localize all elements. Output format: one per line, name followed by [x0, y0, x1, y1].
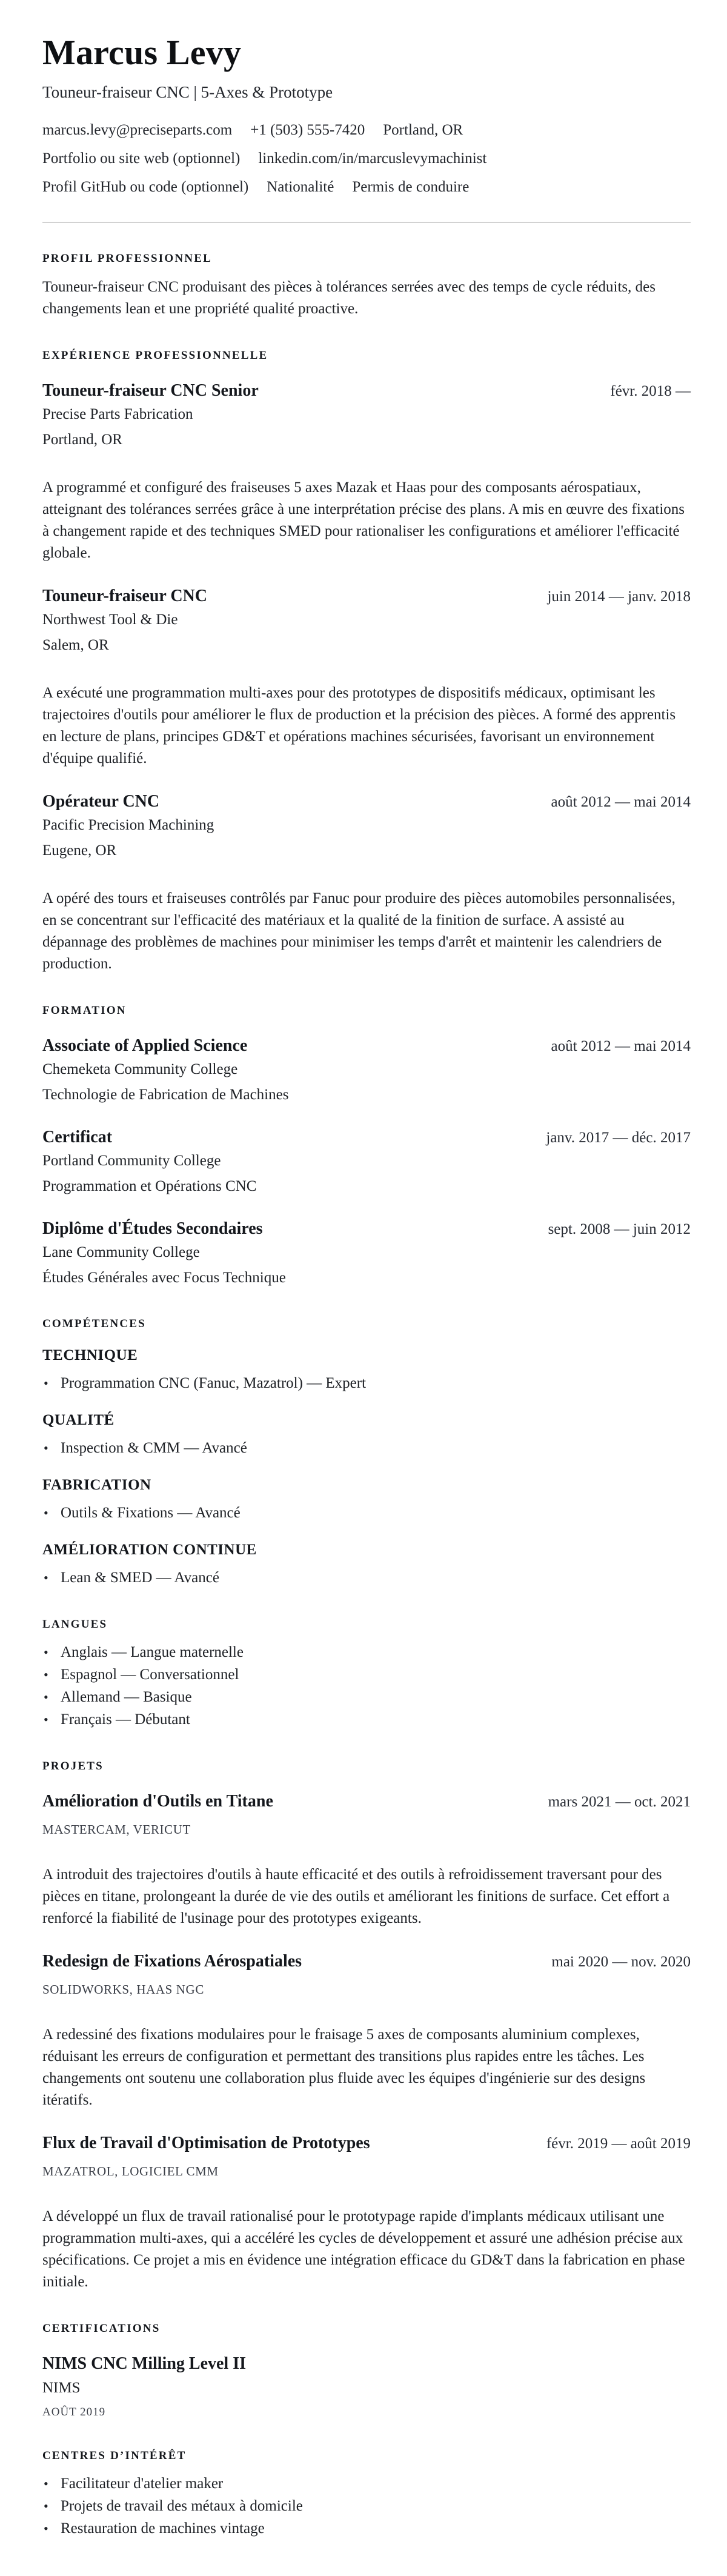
skill-category: FABRICATION [42, 1477, 151, 1493]
section-heading-interests: CENTRES D’INTÉRÊT [42, 2449, 187, 2462]
education-entry [42, 1034, 691, 1105]
candidate-name: Marcus Levy [42, 33, 242, 72]
project-entry [42, 2132, 691, 2293]
degree-dates: sept. 2008 — juin 2012 [548, 1221, 691, 1237]
section-heading-skills: COMPÉTENCES [42, 1317, 146, 1330]
contact-nationality: Nationalité [267, 179, 334, 195]
school-name: Chemeketa Community College [42, 1061, 238, 1077]
degree-dates: août 2012 — mai 2014 [551, 1038, 691, 1054]
certification-entry [42, 2352, 691, 2420]
project-tools: MASTERCAM, VERICUT [42, 1822, 191, 1837]
section-profile [42, 251, 691, 320]
entry-head [42, 379, 691, 402]
header-divider [42, 222, 691, 223]
interest-item: • Projets de travail des métaux à domicile [42, 2495, 691, 2517]
project-dates: mai 2020 — nov. 2020 [551, 1954, 691, 1970]
interest-list [42, 2472, 691, 2540]
entry-head [42, 790, 691, 813]
project-dates: févr. 2019 — août 2019 [546, 2135, 691, 2152]
experience-entry [42, 790, 691, 975]
project-description: A introduit des trajectoires d'outils à haute efficacité et des outils à refroidissement traversant pour des pièces en titane, prolongeant la durée de vie des outils et améliorant les finitions de surface. Cet effort a renforcé la fiabilité de l'usinage pour des prototypes exigeants. [42, 1866, 670, 1926]
certification-date: AOÛT 2019 [42, 2406, 106, 2418]
skill-list [42, 1566, 691, 1589]
candidate-title: Touneur-fraiseur CNC | 5-Axes & Prototype [42, 83, 333, 101]
entry-head [42, 585, 691, 608]
project-description: A développé un flux de travail rationalisé pour le prototypage rapide d'implants médicaux utilisant une programmation multi-axes, qui a accéléré les cycles de développement et assuré une adhésion précise aux spécifications. Ce projet a mis en évidence une intégration efficace du GD&T dans la fabrication en phase initiale. [42, 2208, 685, 2290]
skill-item: • Inspection & CMM — Avancé [42, 1437, 691, 1459]
skill-item: • Lean & SMED — Avancé [42, 1566, 691, 1589]
job-location: Salem, OR [42, 637, 109, 653]
language-list [42, 1641, 691, 1731]
entry-head [42, 1217, 691, 1240]
study-field: Technologie de Fabrication de Machines [42, 1087, 289, 1103]
entry-head [42, 1950, 691, 1973]
project-title: Flux de Travail d'Optimisation de Prototypes [42, 2134, 370, 2152]
contact-email: marcus.levy@preciseparts.com [42, 122, 233, 138]
section-heading-education: FORMATION [42, 1004, 127, 1017]
contact-row [42, 177, 691, 198]
entry-head [42, 1790, 691, 1813]
experience-entry [42, 379, 691, 564]
skill-group [42, 1540, 691, 1589]
contact-linkedin: linkedin.com/in/marcuslevymachinist [258, 150, 487, 167]
study-field: Études Générales avec Focus Technique [42, 1270, 286, 1286]
skill-group [42, 1410, 691, 1459]
degree-title: Diplôme d'Études Secondaires [42, 1219, 263, 1238]
project-entry [42, 1790, 691, 1929]
profile-summary: Touneur-fraiseur CNC produisant des pièces à tolérances serrées avec des temps de cycle réduits, des changements lean et une propriété qualité proactive. [42, 279, 656, 317]
job-company: Pacific Precision Machining [42, 817, 214, 833]
entry-head [42, 1034, 691, 1057]
project-tools: SOLIDWORKS, HAAS NGC [42, 1982, 204, 1997]
project-title: Amélioration d'Outils en Titane [42, 1792, 273, 1811]
project-tools: MAZATROL, LOGICIEL CMM [42, 2164, 219, 2178]
job-title: Touneur-fraiseur CNC [42, 587, 207, 605]
project-entry [42, 1950, 691, 2111]
contact-row [42, 148, 691, 169]
project-dates: mars 2021 — oct. 2021 [548, 1794, 691, 1810]
skill-category: TECHNIQUE [42, 1347, 138, 1363]
project-title: Redesign de Fixations Aérospatiales [42, 1952, 302, 1971]
section-heading-languages: LANGUES [42, 1618, 108, 1631]
entry-head [42, 1126, 691, 1149]
education-entry [42, 1217, 691, 1288]
job-location: Eugene, OR [42, 842, 117, 859]
job-description: A exécuté une programmation multi-axes pour des prototypes de dispositifs médicaux, optimisant les trajectoires d'outils pour améliorer le flux de production et la précision des pièces. A formé des apprentis en lecture de plans, principes GD&T et opérations machines sécurisées, favorisant un environnement d'équipe qualifié. [42, 685, 676, 767]
skill-list [42, 1437, 691, 1459]
degree-dates: janv. 2017 — déc. 2017 [546, 1130, 691, 1146]
section-experience [42, 348, 691, 975]
job-location: Portland, OR [42, 431, 122, 448]
skill-item: • Outils & Fixations — Avancé [42, 1502, 691, 1524]
entry-head [42, 2132, 691, 2155]
contact-phone: +1 (503) 555-7420 [250, 122, 365, 138]
language-item: • Français — Débutant [42, 1708, 691, 1731]
job-dates: août 2012 — mai 2014 [551, 794, 691, 810]
certification-issuer: NIMS [42, 2380, 81, 2396]
school-name: Lane Community College [42, 1244, 200, 1260]
job-title: Opérateur CNC [42, 792, 160, 811]
language-item: • Espagnol — Conversationnel [42, 1663, 691, 1686]
job-description: A opéré des tours et fraiseuses contrôlés par Fanuc pour produire des pièces automobiles personnalisées, en se concentrant sur l'efficacité des matériaux et la qualité de la finition de surface. A assisté au dépannage des problèmes de machines pour minimiser les temps d'arrêt et maintenir les calendriers de production. [42, 890, 676, 972]
resume-header [42, 32, 691, 223]
skill-group [42, 1475, 691, 1524]
section-heading-experience: EXPÉRIENCE PROFESSIONNELLE [42, 349, 268, 362]
section-heading-projects: PROJETS [42, 1760, 104, 1772]
job-title: Touneur-fraiseur CNC Senior [42, 381, 259, 400]
project-description: A redessiné des fixations modulaires pour le fraisage 5 axes de composants aluminium complexes, réduisant les erreurs de configuration et permettant des transitions plus rapides entre les tâches. Les changements ont soutenu une collaboration plus fluide avec les équipes d'ingénierie sur des designs itératifs. [42, 2026, 646, 2108]
resume-page [42, 0, 691, 2576]
skill-item: • Programmation CNC (Fanuc, Mazatrol) — Expert [42, 1372, 691, 1394]
section-skills [42, 1316, 691, 1589]
contact-portfolio-placeholder: Portfolio ou site web (optionnel) [42, 150, 241, 167]
certification-name: NIMS CNC Milling Level II [42, 2354, 246, 2373]
skill-category: AMÉLIORATION CONTINUE [42, 1542, 257, 1558]
section-certifications [42, 2321, 691, 2420]
job-description: A programmé et configuré des fraiseuses 5 axes Mazak et Haas pour des composants aérospatiaux, atteignant des tolérances serrées grâce à une interprétation précise des plans. A mis en œuvre des fixations à changement rapide et des techniques SMED pour rationaliser les configurations et améliorer l'efficacité globale. [42, 479, 685, 561]
job-company: Northwest Tool & Die [42, 611, 178, 628]
skill-list [42, 1372, 691, 1394]
job-dates: juin 2014 — janv. 2018 [547, 588, 691, 605]
language-item: • Allemand — Basique [42, 1686, 691, 1708]
degree-title: Associate of Applied Science [42, 1036, 248, 1055]
skill-category: QUALITÉ [42, 1412, 115, 1428]
section-heading-certifications: CERTIFICATIONS [42, 2322, 161, 2335]
section-interests [42, 2448, 691, 2540]
skill-group [42, 1345, 691, 1394]
contact-location: Portland, OR [383, 122, 463, 138]
degree-title: Certificat [42, 1128, 113, 1147]
contact-github-placeholder: Profil GitHub ou code (optionnel) [42, 179, 249, 195]
study-field: Programmation et Opérations CNC [42, 1178, 257, 1194]
section-education [42, 1003, 691, 1288]
section-heading-profile: PROFIL PROFESSIONNEL [42, 252, 212, 265]
language-item: • Anglais — Langue maternelle [42, 1641, 691, 1663]
education-entry [42, 1126, 691, 1197]
section-projects [42, 1759, 691, 2293]
skill-list [42, 1502, 691, 1524]
interest-item: • Restauration de machines vintage [42, 2517, 691, 2540]
job-company: Precise Parts Fabrication [42, 406, 193, 422]
section-languages [42, 1617, 691, 1731]
contact-driving-license: Permis de conduire [352, 179, 470, 195]
school-name: Portland Community College [42, 1153, 221, 1169]
experience-entry [42, 585, 691, 770]
job-dates: févr. 2018 — [610, 383, 691, 399]
contact-row [42, 120, 691, 141]
contact-block [42, 120, 691, 198]
interest-item: • Facilitateur d'atelier maker [42, 2472, 691, 2495]
